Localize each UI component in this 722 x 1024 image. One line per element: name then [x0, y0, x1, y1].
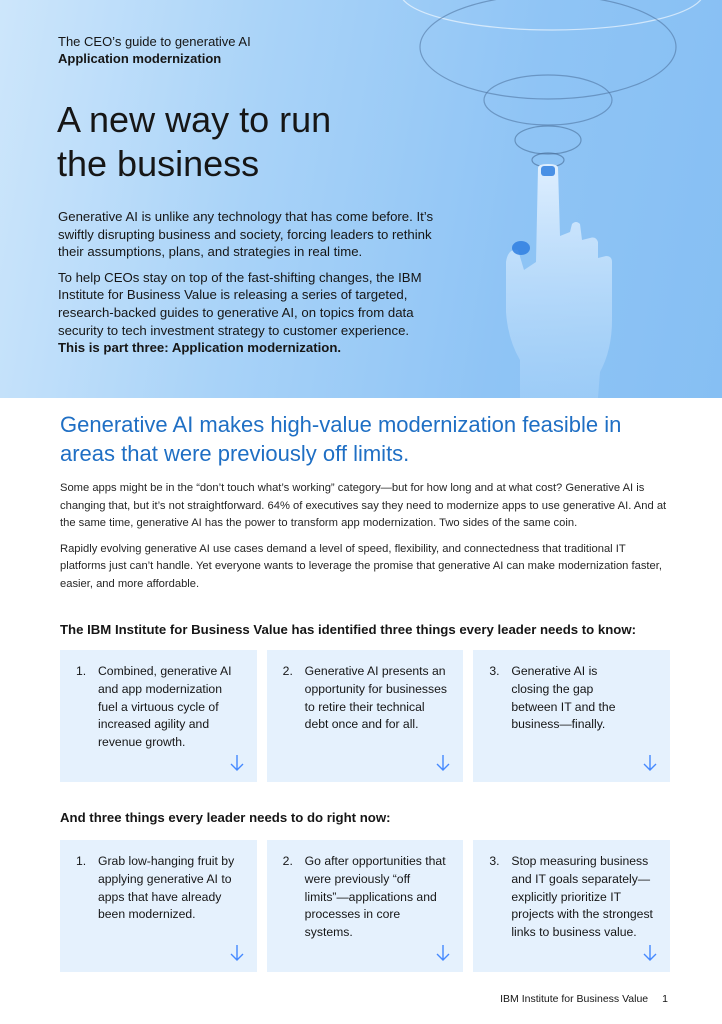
do-card-text: Go after opportunities that were previously “off limits”—applications and processes in core systems. — [304, 854, 446, 940]
page-number: 1 — [662, 993, 668, 1005]
do-card-3[interactable] — [473, 840, 670, 972]
do-card-number: 3. — [489, 854, 500, 868]
page-title-line-2: the business — [57, 143, 260, 184]
know-card-number: 1. — [76, 664, 87, 678]
do-card-text: Grab low-hanging fruit by applying generative AI to apps that have already been modernized. — [98, 854, 235, 922]
know-card-1[interactable] — [60, 650, 257, 782]
intro-part-statement: This is part three: Application modernization. — [58, 340, 342, 356]
intro-paragraph-2-text: To help CEOs stay on top of the fast-shifting changes, the IBM Institute for Business Value is releasing a series of targeted, research-backed guides to generative AI, on topics from data security to tech investment strategy to customer experience. — [58, 269, 422, 338]
arrow-down-icon[interactable] — [229, 754, 245, 772]
document-kicker — [58, 33, 251, 67]
know-card-number: 3. — [489, 664, 500, 678]
do-heading: And three things every leader needs to do right now: — [60, 810, 391, 825]
arrow-down-icon[interactable] — [435, 754, 451, 772]
hero-banner — [0, 0, 722, 398]
do-card-number: 1. — [76, 854, 87, 868]
know-card-text: Combined, generative AI and app modernization fuel a virtuous cycle of increased agility and revenue growth. — [98, 664, 232, 750]
kicker-subtitle: Application modernization — [58, 51, 222, 66]
arrow-down-icon[interactable] — [229, 944, 245, 962]
know-card-text: Generative AI presents an opportunity for businesses to retire their technical debt once and for all. — [304, 664, 447, 732]
arrow-down-icon[interactable] — [642, 944, 658, 962]
arrow-down-icon[interactable] — [435, 944, 451, 962]
do-card-number: 2. — [282, 854, 293, 868]
kicker-title: The CEO’s guide to generative AI — [58, 34, 251, 49]
intro-text — [58, 208, 458, 357]
page-footer — [500, 993, 668, 1005]
page-title — [57, 98, 331, 186]
intro-paragraph-2 — [58, 269, 458, 357]
section-body — [60, 480, 670, 601]
do-card-1[interactable] — [60, 840, 257, 972]
know-cards — [60, 650, 670, 782]
know-card-3[interactable] — [473, 650, 670, 782]
footer-publisher: IBM Institute for Business Value — [500, 993, 649, 1005]
know-card-text: Generative AI is closing the gap between IT and the business—finally. — [511, 664, 616, 732]
know-card-2[interactable] — [267, 650, 464, 782]
section-paragraph-2: Rapidly evolving generative AI use cases demand a level of speed, flexibility, and connectedness that traditional IT platforms just can’t handle. Yet everyone wants to leverage the promise that generative AI can make modernization faster, easier, and more affordable. — [60, 542, 662, 590]
do-cards — [60, 840, 670, 972]
section-heading: Generative AI makes high-value modernization feasible in areas that were previously off limits. — [60, 412, 622, 466]
know-card-number: 2. — [282, 664, 293, 678]
arrow-down-icon[interactable] — [642, 754, 658, 772]
know-heading: The IBM Institute for Business Value has identified three things every leader needs to know: — [60, 622, 636, 637]
intro-paragraph-1: Generative AI is unlike any technology that has come before. It’s swiftly disrupting business and society, forcing leaders to rethink their assumptions, plans, and strategies in real time. — [58, 209, 434, 260]
page-title-line-1: A new way to run — [57, 99, 332, 140]
do-card-2[interactable] — [267, 840, 464, 972]
section-paragraph-1: Some apps might be in the “don’t touch what’s working” category—but for how long and at what cost? Generative AI is changing that, but it’s not straightforward. 64% of executives say they need to modernize apps to use generative AI. And at the same time, generative AI has the power to transform app modernization. Two sides of the same coin. — [60, 482, 667, 529]
do-card-text: Stop measuring business and IT goals separately—explicitly prioritize IT projects with the strongest links to business value. — [511, 854, 653, 940]
